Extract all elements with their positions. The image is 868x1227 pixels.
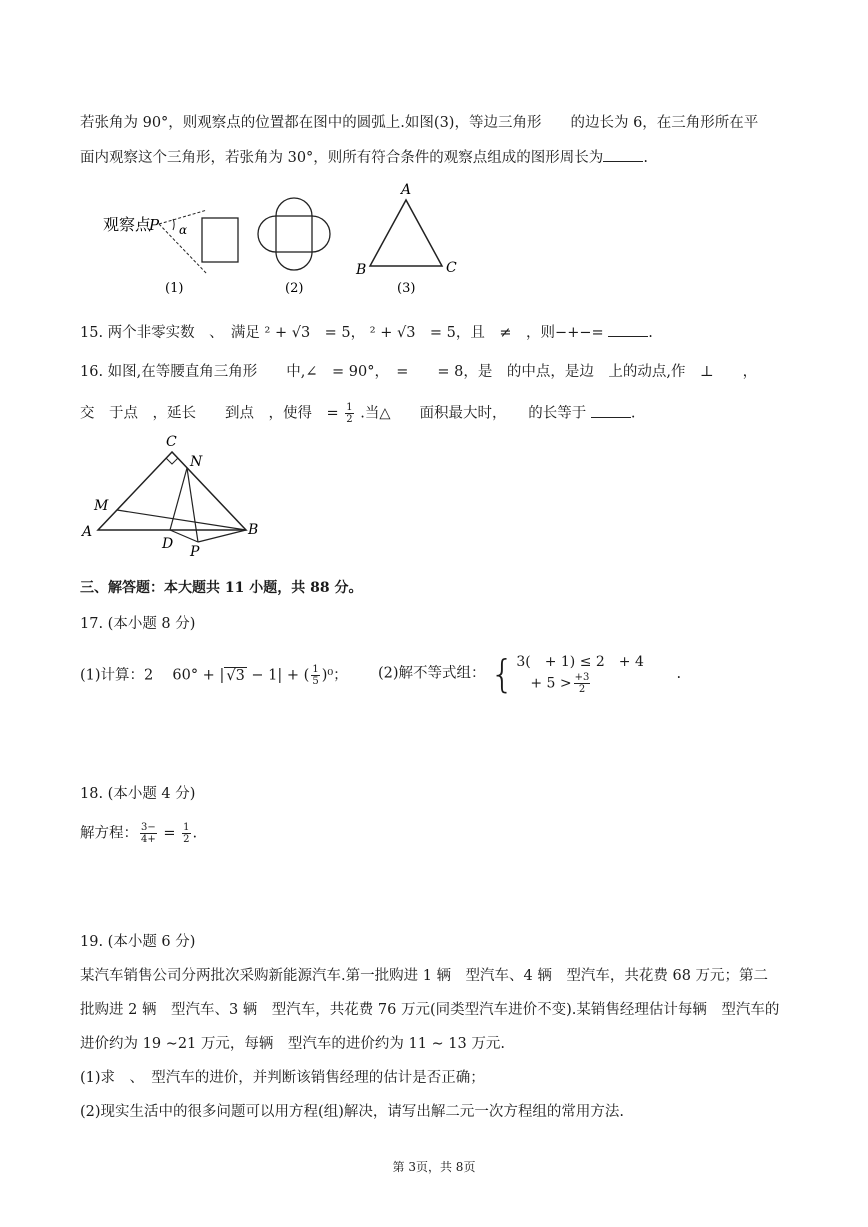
caption-1: (1) xyxy=(165,281,184,296)
q14-line-2 xyxy=(80,147,648,168)
label-a: A xyxy=(82,524,93,540)
caption-3: (3) xyxy=(397,281,416,296)
segment-mb xyxy=(117,510,246,530)
q16-line-1: 16. 如图,在等腰直角三角形 中,∠ = 90°， = = 8，是 的中点，是边 上的动点,作 ⊥ ， xyxy=(80,364,758,380)
p-label: P xyxy=(149,216,160,234)
inequality-1: 3( + 1) ≤ 2 + 4 xyxy=(516,654,644,670)
alpha-label: α xyxy=(179,223,188,237)
q14-line-2-text: 面内观察这个三角形，若张角为 30°，则所有符合条件的观察点组成的图形周长为 xyxy=(80,150,604,166)
arc-right xyxy=(312,216,330,252)
q17-part2: (2)解不等式组： { 3( + 1) ≤ 2 + 4 + 5 > $\frac{+3}{2}$ . xyxy=(378,651,682,696)
label-a: A xyxy=(401,182,412,198)
period: . xyxy=(648,325,653,341)
q18-equation: 解方程： $\frac{3-}{4+}$ = $\frac{1}{2}$ . xyxy=(80,822,198,845)
q19-header: 19. (本小题 6 分) xyxy=(80,934,196,950)
period: . xyxy=(676,665,682,682)
section-3-title: 三、解答题：本大题共 11 小题，共 88 分。 xyxy=(80,580,363,596)
q16-line-2 xyxy=(80,402,635,425)
label-d: D xyxy=(162,536,174,552)
observer-label: 观察点 xyxy=(103,215,152,234)
answer-blank xyxy=(608,322,648,337)
segment-np xyxy=(187,468,198,542)
q19-part-1: (1)求 、 型汽车的进价，并判断该销售经理的估计是否正确； xyxy=(80,1070,485,1086)
square-1 xyxy=(202,218,238,262)
q19-line-2: 批购进 2 辆 型汽车、3 辆 型汽车，共花费 76 万元(同类型汽车进价不变).某销售经理估计每辆 型汽车的 xyxy=(80,1002,780,1018)
q15-number: 15. xyxy=(80,325,104,341)
segment-pb xyxy=(198,530,246,542)
q15-text: 两个非零实数 、 满足 xyxy=(107,325,260,341)
answer-blank xyxy=(591,403,631,418)
q19-line-1: 某汽车销售公司分两批次采购新能源汽车.第一批购进 1 辆 型汽车、4 辆 型汽车，共花费 68 万元；第二 xyxy=(80,968,769,984)
label-b: B xyxy=(248,522,259,538)
inequality-2: + 5 > $\frac{+3}{2}$ xyxy=(516,672,590,695)
inequality-system xyxy=(490,652,644,695)
q15-line xyxy=(80,322,653,343)
answer-blank xyxy=(603,147,643,162)
q17-part1: (1)计算：2 60° + | √3 − 1| + ( $\frac{1}{5}$ )⁰； xyxy=(80,664,348,687)
arc-left xyxy=(258,216,276,252)
fraction: $\frac{1}{2}$ xyxy=(346,402,353,425)
q18-header: 18. (本小题 4 分) xyxy=(80,786,196,802)
fraction: $\frac{1}{5}$ xyxy=(312,664,319,687)
q16-figure xyxy=(80,432,270,560)
segment-dp xyxy=(170,530,198,542)
label-c: C xyxy=(166,434,177,450)
q14-line-1: 若张角为 90°，则观察点的位置都在图中的圆弧上.如图(3)，等边三角形 的边长为 6，在三角形所在平 xyxy=(80,115,759,131)
square-2 xyxy=(276,216,312,252)
label-b: B xyxy=(356,262,367,278)
page-footer: 第 3页，共 8页 xyxy=(392,1160,476,1174)
label-c: C xyxy=(446,260,457,276)
brace-icon: { xyxy=(490,651,515,696)
dashed-ray-top xyxy=(159,210,207,224)
triangle-abc xyxy=(370,200,442,266)
q15-eq1: ² + √3 = 5， xyxy=(264,325,366,341)
label-n: N xyxy=(190,454,203,470)
angle-arc xyxy=(173,219,174,230)
q17-header: 17. (本小题 8 分) xyxy=(80,616,196,632)
q19-line-3: 进价约为 19 ∼21 万元，每辆 型汽车的进价约为 11 ∼ 13 万元. xyxy=(80,1036,505,1052)
q19-part-2: (2)现实生活中的很多问题可以用方程(组)解决，请写出解二元一次方程组的常用方法. xyxy=(80,1104,624,1120)
label-p: P xyxy=(190,544,200,560)
q15-eq2: ² + √3 = 5，且 ≠ ，则−+−= xyxy=(369,325,604,341)
q16-line-2b: .当△ 面积最大时， 的长等于 xyxy=(360,405,587,422)
q16-line-2a: 交 于点 ，延长 到点 ，使得 = xyxy=(80,405,339,422)
right-angle-mark xyxy=(166,458,178,464)
period: . xyxy=(643,150,648,166)
arc-top xyxy=(276,198,312,216)
q14-figure xyxy=(95,180,475,300)
period: . xyxy=(630,405,636,422)
label-m: M xyxy=(94,498,109,514)
sqrt-3: √3 xyxy=(226,667,245,684)
caption-2: (2) xyxy=(285,281,304,296)
arc-bottom xyxy=(276,252,312,270)
